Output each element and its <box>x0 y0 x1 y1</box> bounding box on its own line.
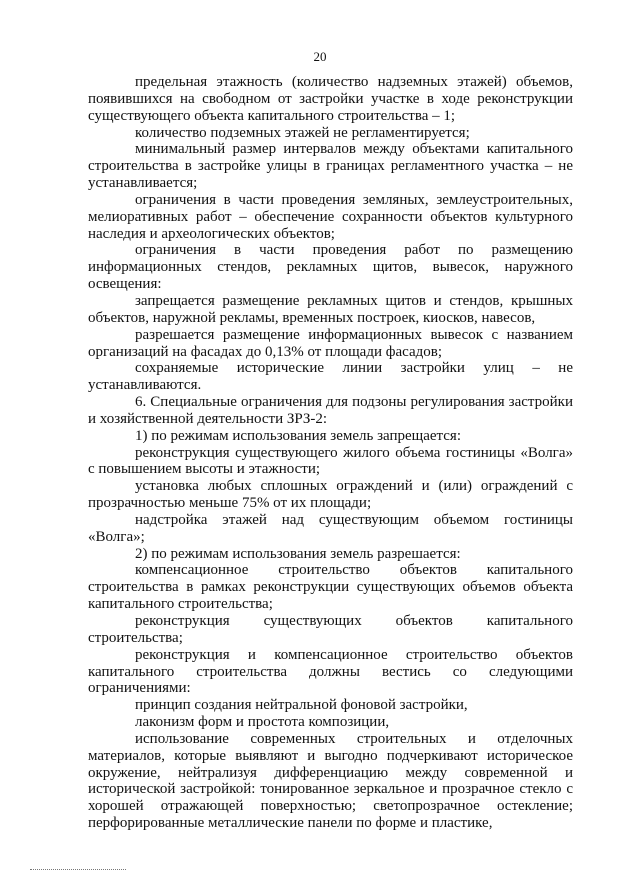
paragraph: разрешается размещение информационных вывесок с названием организаций на фасадах до 0,13% от площади фасадов; <box>88 326 573 360</box>
paragraph: реконструкция существующего жилого объема гостиницы «Волга» с повышением высоты и этажности; <box>88 444 573 478</box>
paragraph: реконструкция и компенсационное строительство объектов капитального строительства должны вестись со следующими ограничениями: <box>88 646 573 697</box>
section-heading: 6. Специальные ограничения для подзоны регулирования застройки и хозяйственной деятельности ЗРЗ-2: <box>88 394 573 427</box>
paragraph: компенсационное строительство объектов капитального строительства в рамках реконструкции существующих объемов объекта капитального строительства; <box>88 562 573 613</box>
paragraph: количество подземных этажей не регламентируется; <box>135 124 470 141</box>
paragraph: сохраняемые исторические линии застройки улиц – не устанавливаются. <box>88 360 573 394</box>
list-heading: 2) по режимам использования земель разрешается: <box>135 545 461 562</box>
paragraph: предельная этажность (количество надземных этажей) объемов, появившихся на свободном от застройки участке в ходе реконструкции существующего объекта капитального строительства – 1; <box>88 74 573 124</box>
paragraph: использование современных строительных и отделочных материалов, которые выявляют и выгодно подчеркивают историческое окружение, нейтрализуя дифференциацию между современной и исторической застройкой: тонированное зеркальное и прозрачное стекло с хорошей отражающей поверхностью; светопрозрачное остекление; перфорированные металлические панели по форме и пластике, <box>88 730 573 832</box>
paragraph: ограничения в части проведения земляных, землеустроительных, мелиоративных работ – обеспечение сохранности объектов культурного наследия и археологических объектов; <box>88 191 573 242</box>
paragraph: запрещается размещение рекламных щитов и стендов, крышных объектов, наружной рекламы, временных построек, киосков, навесов, <box>88 292 573 326</box>
paragraph: установка любых сплошных ограждений и (или) ограждений с прозрачностью меньше 75% от их площади; <box>88 478 573 512</box>
paragraph: лаконизм форм и простота композиции, <box>135 714 390 731</box>
list-heading: 1) по режимам использования земель запрещается: <box>135 427 461 444</box>
document-body <box>88 74 573 832</box>
paragraph: ограничения в части проведения работ по размещению информационных стендов, рекламных щитов, вывесок, наружного освещения: <box>88 242 573 293</box>
page-number: 20 <box>313 49 327 64</box>
footer-rule <box>30 869 126 870</box>
paragraph: минимальный размер интервалов между объектами капитального строительства в застройке улицы в границах регламентного участка – не устанавливается; <box>88 141 573 192</box>
paragraph: надстройка этажей над существующим объемом гостиницы «Волга»; <box>88 511 573 545</box>
paragraph: принцип создания нейтральной фоновой застройки, <box>135 697 468 714</box>
paragraph: реконструкция существующих объектов капитального строительства; <box>88 613 573 646</box>
